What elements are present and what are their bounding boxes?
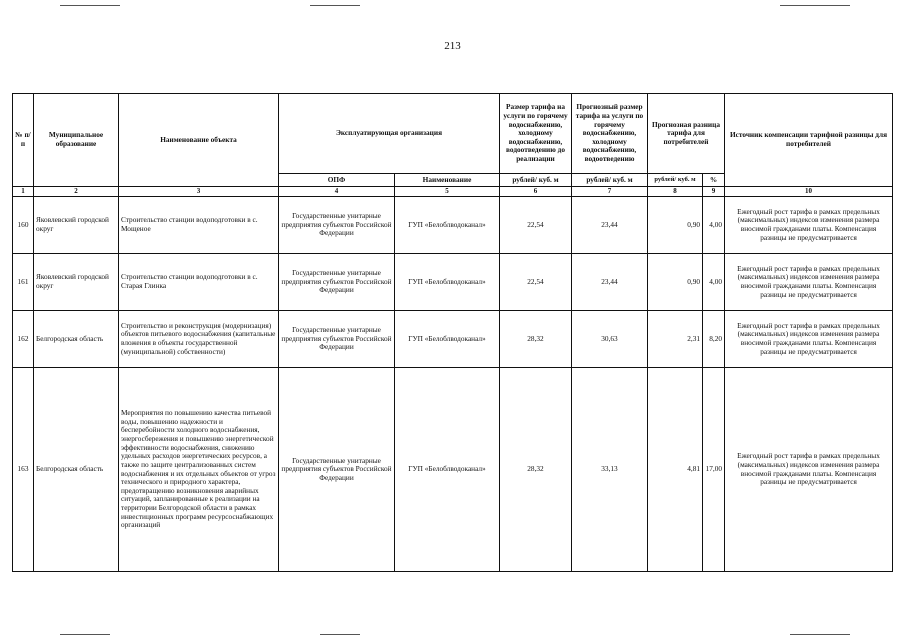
header-tariff-size: Размер тарифа на услуги по горячему водоснабжению, холодному водоснабжению, водоотведению до реализации	[500, 94, 572, 174]
row-forecast: 23,44	[572, 254, 648, 311]
page-number: 213	[444, 40, 461, 52]
row-diff-rub: 0,90	[648, 254, 703, 311]
header-object-name: Наименование объекта	[119, 94, 279, 187]
col-number: 7	[572, 187, 648, 197]
row-opf: Государственные унитарные предприятия субъектов Российской Федерации	[279, 368, 395, 572]
row-source: Ежегодный рост тарифа в рамках предельных (максимальных) индексов изменения размера вносимой гражданами платы. Компенсация разницы не предусматривается	[725, 197, 893, 254]
header-unit-diff: рублей/ куб. м	[648, 174, 703, 187]
header-unit-tariff: рублей/ куб. м	[500, 174, 572, 187]
header-forecast-tariff: Прогнозный размер тарифа на услуги по горячему водоснабжению, холодному водоснабжению, водоотведению	[572, 94, 648, 174]
scan-top-line-right	[780, 5, 850, 6]
header-unit-forecast: рублей/ куб. м	[572, 174, 648, 187]
row-forecast: 23,44	[572, 197, 648, 254]
row-num: 162	[13, 311, 34, 368]
row-diff-rub: 0,90	[648, 197, 703, 254]
row-source: Ежегодный рост тарифа в рамках предельных (максимальных) индексов изменения размера вносимой гражданами платы. Компенсация разницы не предусматривается	[725, 311, 893, 368]
row-tariff: 28,32	[500, 368, 572, 572]
header-operator: Эксплуатирующая организация	[279, 94, 500, 174]
col-number: 10	[725, 187, 893, 197]
header-forecast-diff: Прогнозная разница тарифа для потребителей	[648, 94, 725, 174]
table-row	[13, 368, 893, 572]
row-municipality: Яковлевский городской округ	[34, 254, 119, 311]
row-opf: Государственные унитарные предприятия субъектов Российской Федерации	[279, 197, 395, 254]
scan-bottom-line-mid	[320, 634, 360, 635]
row-org: ГУП «Белоблводоканал»	[395, 197, 500, 254]
row-org: ГУП «Белоблводоканал»	[395, 311, 500, 368]
row-forecast: 30,63	[572, 311, 648, 368]
row-municipality: Белгородская область	[34, 311, 119, 368]
scan-top-line-left	[60, 5, 120, 6]
row-tariff: 28,32	[500, 311, 572, 368]
row-source: Ежегодный рост тарифа в рамках предельных (максимальных) индексов изменения размера вносимой гражданами платы. Компенсация разницы не предусматривается	[725, 254, 893, 311]
row-opf: Государственные унитарные предприятия субъектов Российской Федерации	[279, 254, 395, 311]
row-num: 160	[13, 197, 34, 254]
row-num: 161	[13, 254, 34, 311]
col-number: 2	[34, 187, 119, 197]
row-diff-rub: 4,81	[648, 368, 703, 572]
header-unit-percent: %	[703, 174, 725, 187]
col-number: 6	[500, 187, 572, 197]
row-opf: Государственные унитарные предприятия субъектов Российской Федерации	[279, 311, 395, 368]
row-object: Мероприятия по повышению качества питьевой воды, повышению надежности и бесперебойности холодного водоснабжения, энергосбережения и повышению энергетической эффективности водоснабжения, снижению удельных расходов энергетических ресурсов, а также по защите централизованных систем водоснабжения и их отдельных объектов от угроз технического и природного характера, предотвращению возникновения аварийных ситуаций, запланированные к реализации на территории Белгородской области в рамках инвестиционных программ ресурсоснабжающих организаций	[119, 368, 279, 572]
header-opf: ОПФ	[279, 174, 395, 187]
row-diff-pct: 4,00	[703, 254, 725, 311]
row-diff-pct: 8,20	[703, 311, 725, 368]
row-source: Ежегодный рост тарифа в рамках предельных (максимальных) индексов изменения размера вносимой гражданами платы. Компенсация разницы не предусматривается	[725, 368, 893, 572]
col-number: 4	[279, 187, 395, 197]
header-municipality: Муниципальное образование	[34, 94, 119, 187]
scan-bottom-line-right	[790, 634, 850, 635]
row-object: Строительство станции водоподготовки в с. Старая Глинка	[119, 254, 279, 311]
tariff-table	[12, 93, 893, 572]
row-num: 163	[13, 368, 34, 572]
table-row	[13, 311, 893, 368]
header-row-main	[13, 94, 893, 174]
header-name: Наименование	[395, 174, 500, 187]
header-num: № п/п	[13, 94, 34, 187]
row-diff-pct: 4,00	[703, 197, 725, 254]
row-org: ГУП «Белоблводоканал»	[395, 254, 500, 311]
row-forecast: 33,13	[572, 368, 648, 572]
row-org: ГУП «Белоблводоканал»	[395, 368, 500, 572]
row-diff-rub: 2,31	[648, 311, 703, 368]
col-number: 5	[395, 187, 500, 197]
col-number: 8	[648, 187, 703, 197]
table-row	[13, 254, 893, 311]
col-number: 9	[703, 187, 725, 197]
row-municipality: Яковлевский городской округ	[34, 197, 119, 254]
row-object: Строительство и реконструкция (модернизация) объектов питьевого водоснабжения (капитальные вложения в объекты государственной (муниципальной) собственности)	[119, 311, 279, 368]
col-number: 3	[119, 187, 279, 197]
row-object: Строительство станции водоподготовки в с. Мощеное	[119, 197, 279, 254]
column-number-row	[13, 187, 893, 197]
col-number: 1	[13, 187, 34, 197]
header-compensation-source: Источник компенсации тарифной разницы для потребителей	[725, 94, 893, 187]
row-tariff: 22,54	[500, 254, 572, 311]
row-tariff: 22,54	[500, 197, 572, 254]
scan-top-line-mid	[310, 5, 360, 6]
row-municipality: Белгородская область	[34, 368, 119, 572]
row-diff-pct: 17,00	[703, 368, 725, 572]
table-row	[13, 197, 893, 254]
scan-bottom-line-left	[60, 634, 110, 635]
